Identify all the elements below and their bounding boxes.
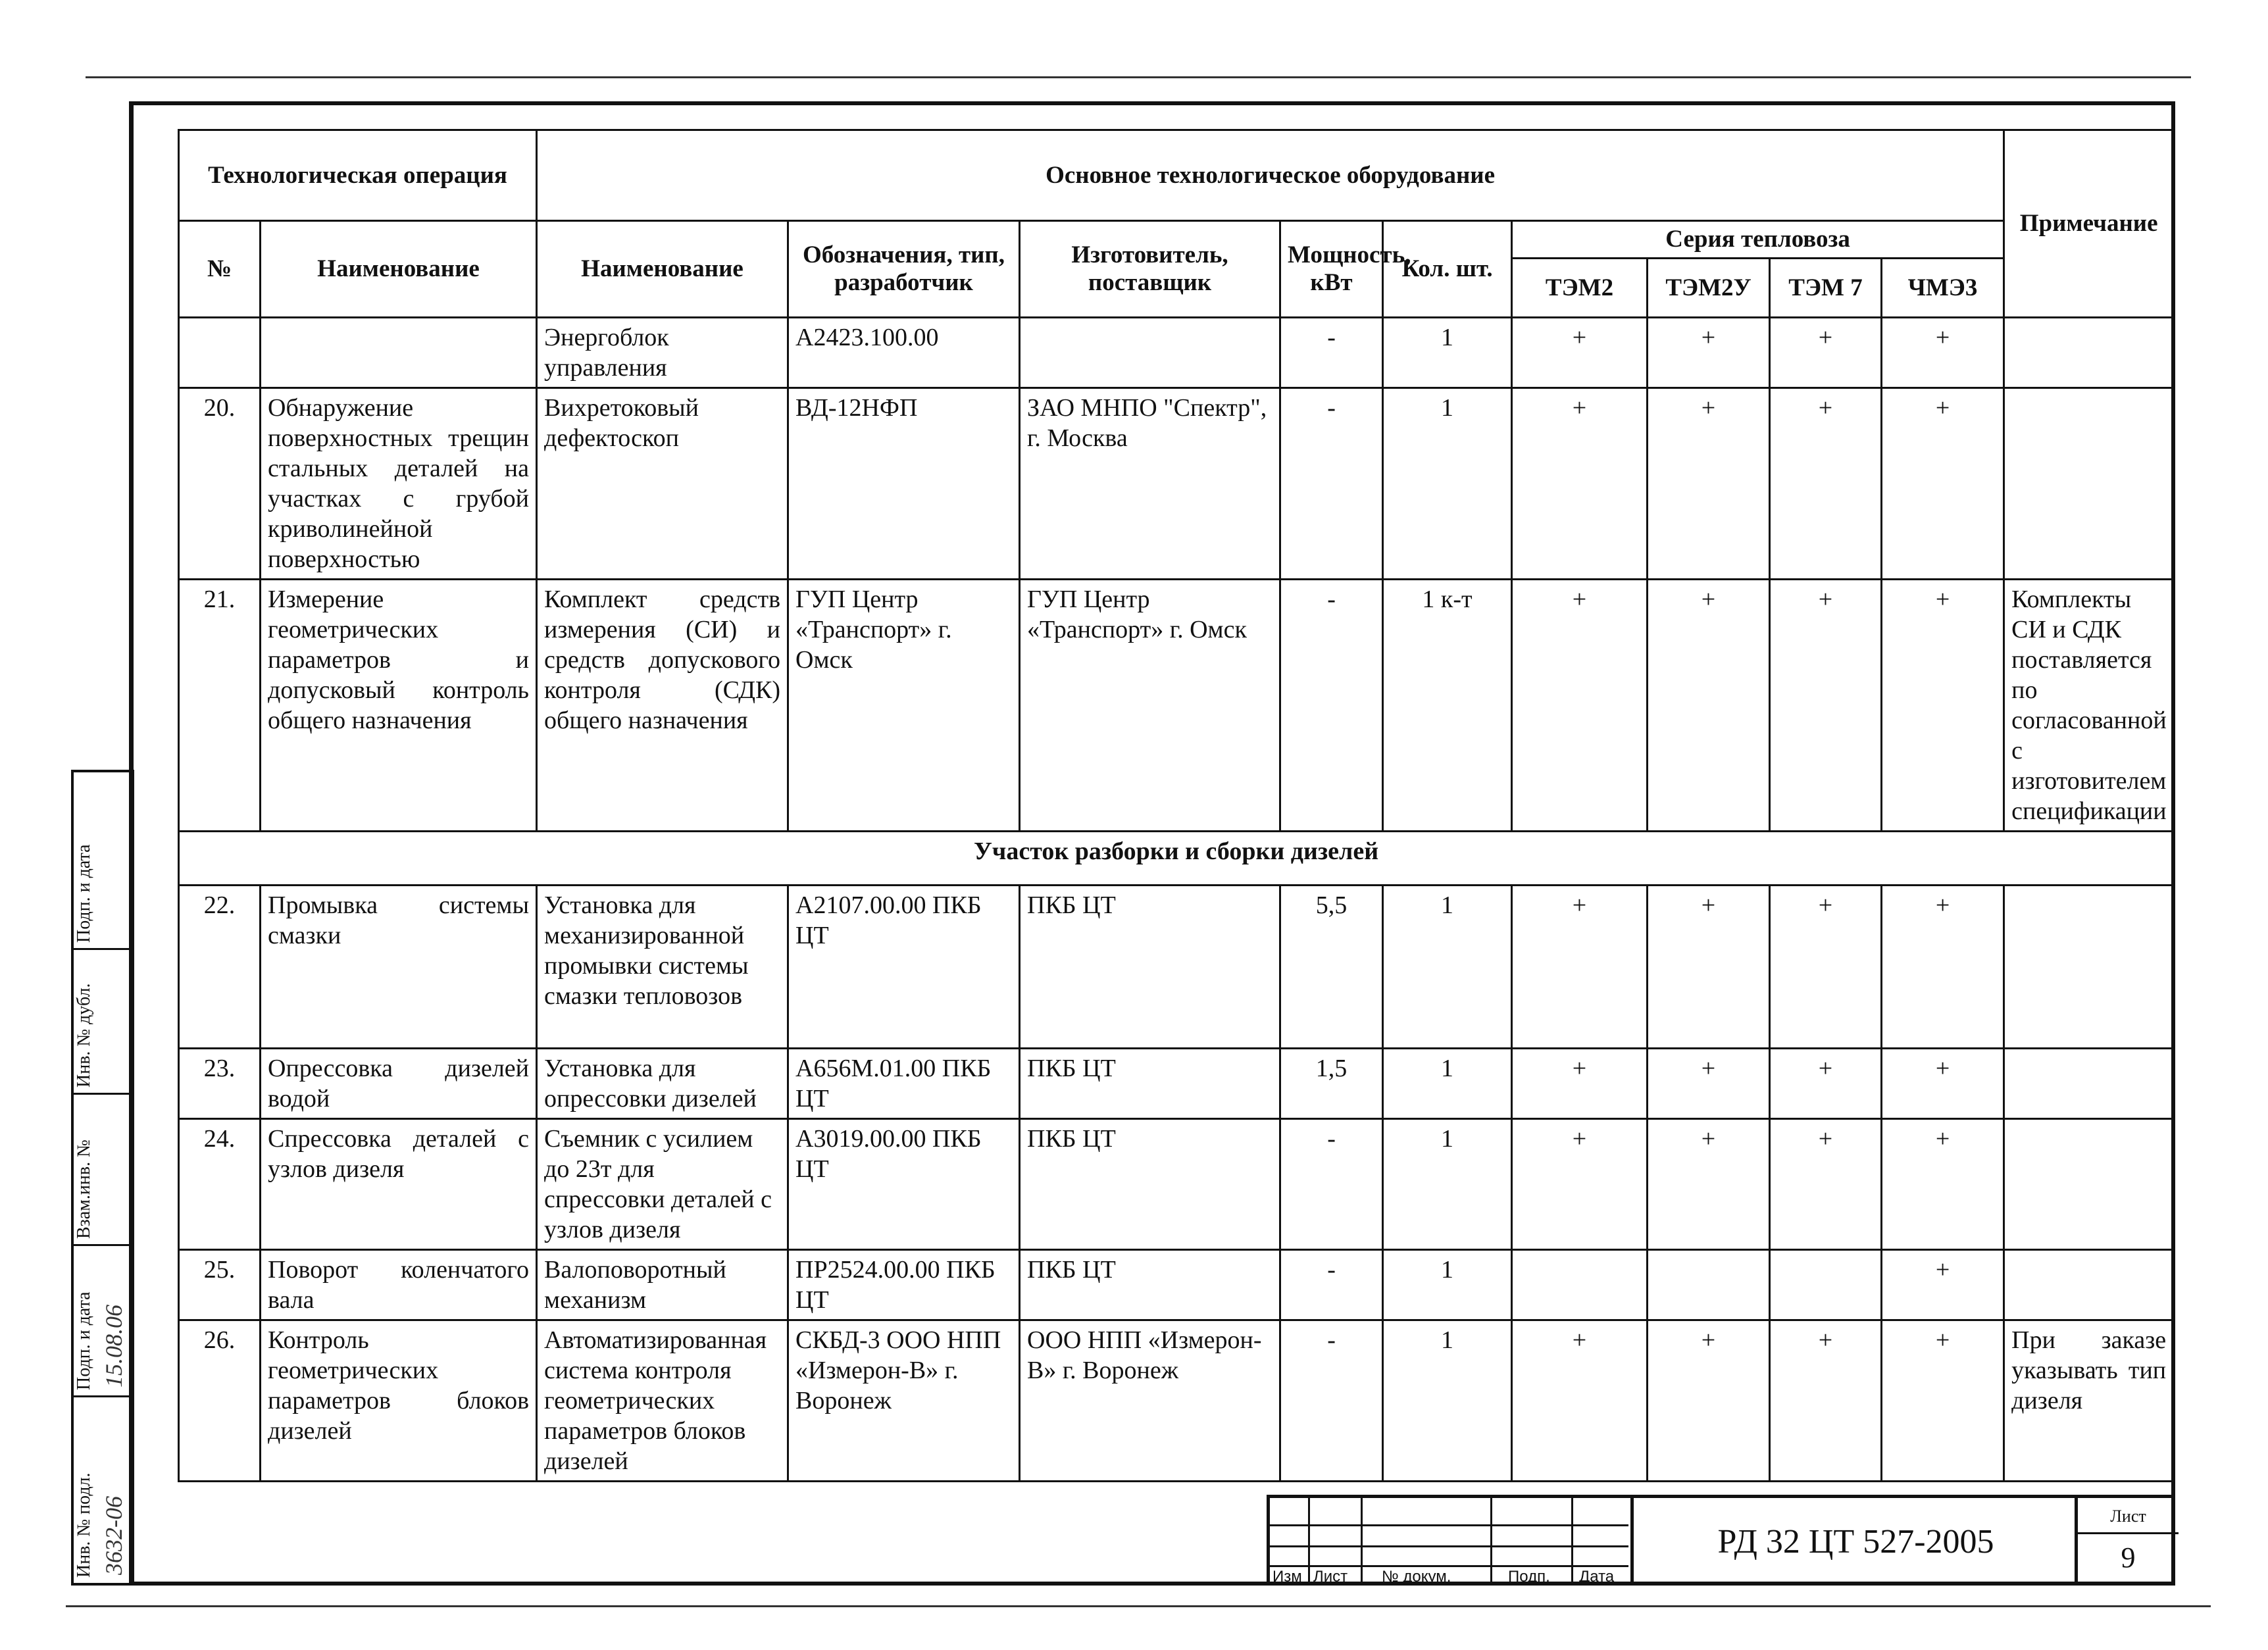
cell-op: Промывка системы смазки [261, 886, 537, 1049]
cell-qty: 1 [1383, 318, 1512, 388]
cell-note: При заказе указывать тип дизеля [2004, 1320, 2174, 1482]
cell-s4: + [1882, 580, 2004, 832]
section-row [179, 832, 2174, 886]
cell-s1: + [1512, 318, 1648, 388]
document-code: РД 32 ЦТ 527-2005 [1630, 1498, 2078, 1586]
cell-maker [1020, 318, 1280, 388]
header-power: Мощность, кВт [1280, 221, 1383, 318]
cell-eq: Съемник с усилием до 23т для спрессовки деталей с узлов дизеля [537, 1119, 788, 1250]
cell-op: Поворот коленчатого вала [261, 1250, 537, 1320]
cell-s4: + [1882, 886, 2004, 1049]
stamp-date-label: Дата [1579, 1568, 1615, 1586]
cell-s2: + [1648, 1119, 1770, 1250]
cell-s3 [1770, 1250, 1882, 1320]
revision-grid [1270, 1498, 1628, 1586]
cell-maker: ГУП Центр «Транспорт» г. Омск [1020, 580, 1280, 832]
cell-qty: 1 [1383, 1049, 1512, 1119]
cell-power: - [1280, 388, 1383, 580]
cell-note [2004, 886, 2174, 1049]
cell-power: - [1280, 580, 1383, 832]
cell-s2: + [1648, 580, 1770, 832]
cell-op: Измерение геометрических параметров и допусковый контроль общего назначения [261, 580, 537, 832]
cell-maker: ПКБ ЦТ [1020, 1119, 1280, 1250]
cell-s3: + [1770, 318, 1882, 388]
cell-maker: ПКБ ЦТ [1020, 1250, 1280, 1320]
cell-qty: 1 [1383, 886, 1512, 1049]
cell-op: Спрессовка деталей с узлов дизеля [261, 1119, 537, 1250]
cell-maker: ПКБ ЦТ [1020, 1049, 1280, 1119]
cell-des: ГУП Центр «Транспорт» г. Омск [788, 580, 1020, 832]
cell-s4: + [1882, 1320, 2004, 1482]
header-series-tem2: ТЭМ2 [1512, 259, 1648, 318]
bottom-rule [66, 1605, 2211, 1607]
cell-des: А2423.100.00 [788, 318, 1020, 388]
cell-s4: + [1882, 318, 2004, 388]
side-label-podp-data: Подп. и дата [74, 1291, 94, 1390]
side-cell-inv-dubl [74, 950, 132, 1095]
cell-num: 22. [179, 886, 261, 1049]
cell-qty: 1 [1383, 1119, 1512, 1250]
cell-note [2004, 1049, 2174, 1119]
cell-s2: + [1648, 388, 1770, 580]
cell-num: 24. [179, 1119, 261, 1250]
cell-num: 23. [179, 1049, 261, 1119]
side-cell-podp-top [74, 772, 132, 950]
stamp-podp-label: Подп. [1508, 1568, 1550, 1586]
header-series-tem2u: ТЭМ2У [1648, 259, 1770, 318]
cell-qty: 1 [1383, 1320, 1512, 1482]
cell-s3: + [1770, 388, 1882, 580]
equipment-table [178, 129, 2175, 1482]
cell-s3: + [1770, 1049, 1882, 1119]
cell-note [2004, 1119, 2174, 1250]
cell-note [2004, 388, 2174, 580]
cell-eq: Установка для опрессовки дизелей [537, 1049, 788, 1119]
sheet-box [2075, 1498, 2179, 1586]
header-maker: Изготовитель, поставщик [1020, 221, 1280, 318]
cell-op [261, 318, 537, 388]
cell-s2: + [1648, 318, 1770, 388]
cell-s4: + [1882, 1119, 2004, 1250]
cell-maker: ЗАО МНПО "Спектр", г. Москва [1020, 388, 1280, 580]
side-cell-podp [74, 1246, 132, 1397]
cell-power: - [1280, 1250, 1383, 1320]
header-designation: Обозначения, тип, разработчик [788, 221, 1020, 318]
cell-op: Опрессовка дизелей водой [261, 1049, 537, 1119]
cell-note [2004, 318, 2174, 388]
table-row [179, 1320, 2174, 1482]
stamp-list-label: Лист [1313, 1568, 1348, 1586]
cell-power: - [1280, 318, 1383, 388]
side-cell-vzam [74, 1095, 132, 1246]
cell-s3: + [1770, 1119, 1882, 1250]
cell-power: 5,5 [1280, 886, 1383, 1049]
header-equip-group: Основное технологическое оборудование [537, 130, 2004, 221]
cell-s4: + [1882, 1049, 2004, 1119]
cell-num: 21. [179, 580, 261, 832]
cell-s1: + [1512, 1320, 1648, 1482]
header-op-group: Технологическая операция [179, 130, 537, 221]
cell-maker: ПКБ ЦТ [1020, 886, 1280, 1049]
cell-s1: + [1512, 580, 1648, 832]
side-label-inv-dubl: Инв. № дубл. [74, 983, 94, 1088]
cell-s2: + [1648, 1049, 1770, 1119]
cell-eq: Вихретоковый дефектоскоп [537, 388, 788, 580]
stamp-doc-label: № докум. [1382, 1568, 1451, 1586]
cell-power: 1,5 [1280, 1049, 1383, 1119]
header-eq-name: Наименование [537, 221, 788, 318]
cell-des: СКБД-3 ООО НПП «Измерон-В» г. Воронеж [788, 1320, 1020, 1482]
cell-s2 [1648, 1250, 1770, 1320]
section-title: Участок разборки и сборки дизелей [179, 832, 2174, 886]
side-label-podp-data-top: Подп. и дата [74, 844, 94, 943]
cell-s3: + [1770, 886, 1882, 1049]
header-series-chme3: ЧМЭ3 [1882, 259, 2004, 318]
cell-qty: 1 к-т [1383, 580, 1512, 832]
top-rule [86, 76, 2191, 78]
cell-power: - [1280, 1320, 1383, 1482]
cell-maker: ООО НПП «Измерон-В» г. Воронеж [1020, 1320, 1280, 1482]
sheet-label: Лист [2078, 1501, 2179, 1534]
table-row [179, 1049, 2174, 1119]
side-handwritten-date: 15.08.06 [101, 1305, 127, 1388]
cell-des: ВД-12НФП [788, 388, 1020, 580]
cell-s2: + [1648, 886, 1770, 1049]
cell-eq: Валоповоротный механизм [537, 1250, 788, 1320]
cell-qty: 1 [1383, 388, 1512, 580]
cell-num: 20. [179, 388, 261, 580]
cell-s1: + [1512, 1119, 1648, 1250]
cell-num [179, 318, 261, 388]
cell-num: 26. [179, 1320, 261, 1482]
header-num: № [179, 221, 261, 318]
cell-des: ПР2524.00.00 ПКБ ЦТ [788, 1250, 1020, 1320]
cell-s2: + [1648, 1320, 1770, 1482]
side-label-vzam-inv: Взам.инв. № [74, 1139, 94, 1239]
table-row [179, 580, 2174, 832]
cell-op: Контроль геометрических параметров блоков дизелей [261, 1320, 537, 1482]
stamp-izm-label: Изм [1273, 1568, 1302, 1586]
cell-s3: + [1770, 1320, 1882, 1482]
cell-des: А2107.00.00 ПКБ ЦТ [788, 886, 1020, 1049]
sheet-number: 9 [2121, 1541, 2136, 1574]
header-note: Примечание [2004, 130, 2174, 318]
side-handwritten-inv: 3632-06 [101, 1496, 127, 1575]
cell-note: Комплекты СИ и СДК поставляется по согласованной с изготовителем спецификации [2004, 580, 2174, 832]
header-qty: Кол. шт. [1383, 221, 1512, 318]
table-row [179, 886, 2174, 1049]
cell-note [2004, 1250, 2174, 1320]
cell-s1 [1512, 1250, 1648, 1320]
cell-num: 25. [179, 1250, 261, 1320]
header-op-name: Наименование [261, 221, 537, 318]
cell-s1: + [1512, 886, 1648, 1049]
header-series-tem7: ТЭМ 7 [1770, 259, 1882, 318]
cell-eq: Установка для механизированной промывки системы смазки тепловозов [537, 886, 788, 1049]
cell-s4: + [1882, 1250, 2004, 1320]
cell-s1: + [1512, 388, 1648, 580]
cell-s4: + [1882, 388, 2004, 580]
header-series: Серия тепловоза [1512, 221, 2004, 259]
side-stamp-column [71, 770, 134, 1586]
cell-des: А656М.01.00 ПКБ ЦТ [788, 1049, 1020, 1119]
cell-s1: + [1512, 1049, 1648, 1119]
cell-des: А3019.00.00 ПКБ ЦТ [788, 1119, 1020, 1250]
cell-qty: 1 [1383, 1250, 1512, 1320]
cell-eq: Комплект средств измерения (СИ) и средств допускового контроля (СДК) общего назначения [537, 580, 788, 832]
cell-eq: Автоматизированная система контроля геометрических параметров блоков дизелей [537, 1320, 788, 1482]
table-row [179, 318, 2174, 388]
cell-op: Обнаружение поверхностных трещин стальных деталей на участках с грубой криволинейной поверхностью [261, 388, 537, 580]
table-row [179, 388, 2174, 580]
side-label-inv-podl: Инв. № подл. [74, 1472, 94, 1578]
side-cell-inv-podl [74, 1397, 132, 1583]
table-row [179, 1250, 2174, 1320]
cell-eq: Энергоблок управления [537, 318, 788, 388]
cell-s3: + [1770, 580, 1882, 832]
title-block [1267, 1495, 2175, 1586]
table-row [179, 1119, 2174, 1250]
cell-power: - [1280, 1119, 1383, 1250]
